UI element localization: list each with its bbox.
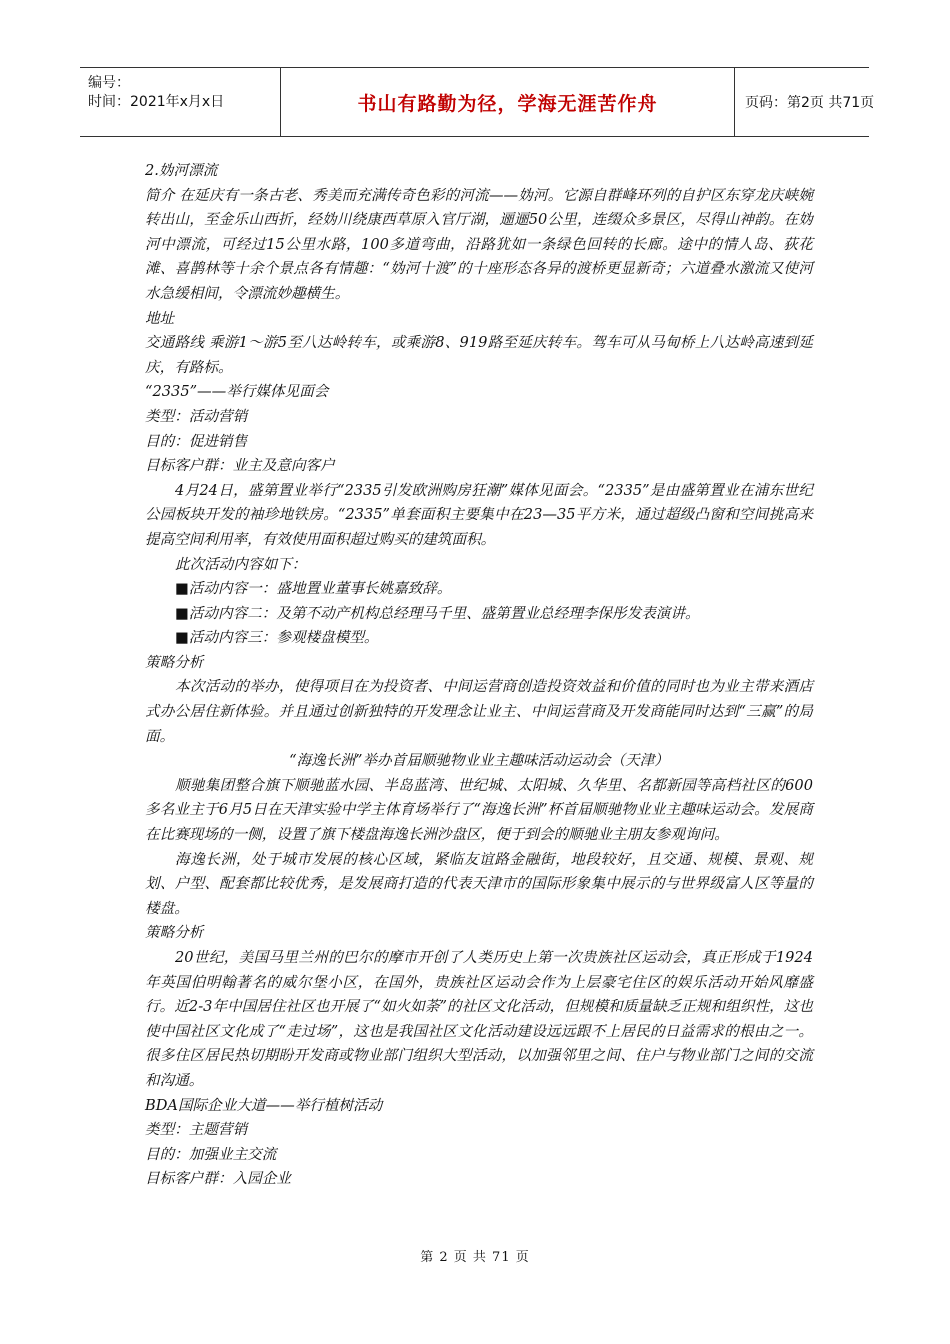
- paragraph: ■活动内容二：及第不动产机构总经理马千里、盛第置业总经理李保彤发表演讲。: [175, 604, 700, 622]
- paragraph: “海逸长洲”举办首届顺驰物业业主趣味活动运动会（天津）: [289, 752, 669, 770]
- paragraph: “2335”——举行媒体见面会: [145, 383, 329, 401]
- paragraph: 目标客户群：入园企业: [145, 1170, 291, 1188]
- paragraph: 目的：加强业主交流: [145, 1145, 277, 1163]
- page-footer: 第 2 页 共 71 页: [420, 1250, 530, 1265]
- page-header: [80, 67, 875, 137]
- doc-code-label: 编号：: [88, 75, 130, 91]
- paragraph: 交通路线 乘游1～游5至八达岭转车，或乘游8、919路至延庆转车。驾车可从马甸桥上八达岭高速到延庆，有路标。: [145, 334, 813, 376]
- paragraph: 目标客户群：业主及意向客户: [145, 457, 335, 475]
- paragraph: ■活动内容三：参观楼盘模型。: [175, 629, 379, 647]
- paragraph: 策略分析: [145, 653, 204, 671]
- paragraph: 目的：促进销售: [145, 432, 248, 450]
- paragraph: 本次活动的举办，使得项目在为投资者、中间运营商创造投资效益和价值的同时也为业主带来酒店式办公居住新体验。并且通过创新独特的开发理念让业主、中间运营商及开发商能同时达到“三赢”的局面。: [145, 678, 813, 745]
- paragraph: 4月24日，盛第置业举行“2335引发欧洲购房狂潮”媒体见面会。“2335”是由盛第置业在浦东世纪公园板块开发的袖珍地铁房。“2335”单套面积主要集中在23—35平方米，通过超级凸窗和空间挑高来提高空间利用率，有效使用面积超过购买的建筑面积。: [145, 481, 813, 548]
- paragraph: 简介 在延庆有一条古老、秀美而充满传奇色彩的河流——妫河。它源自群峰环列的自护区东穿龙庆峡婉转出山，至金乐山西折，经妫川绕康西草原入官厅湖，逦逦50公里，连缀众多景区，尽得山神韵。在妫河中漂流，可经过15公里水路，100多道弯曲，沿路犹如一条绿色回转的长廊。途中的情人岛、荻花滩、喜鹊林等十余个景点各有情趣：“妫河十渡”的十座形态各异的渡桥更显新奇；六道叠水激流又使河水急缓相间，令漂流妙趣横生。: [145, 186, 813, 302]
- paragraph: 策略分析: [145, 924, 204, 942]
- paragraph: BDA国际企业大道——举行植树活动: [145, 1096, 383, 1114]
- paragraph: 此次活动内容如下：: [175, 555, 307, 573]
- paragraph: 地址: [145, 309, 175, 327]
- document-body: [145, 159, 813, 1192]
- doc-date: 时间：2021年x月x日: [88, 94, 225, 110]
- paragraph: 20世纪，美国马里兰州的巴尔的摩市开创了人类历史上第一次贵族社区运动会，真正形成于1924年英国伯明翰著名的威尔堡小区，在国外，贵族社区运动会作为上层豪宅住区的娱乐活动开始风靡盛行。近2-3年中国居住社区也开展了“如火如荼”的社区文化活动，但规模和质量缺乏正规和组织性，这也使中国社区文化成了“走过场”，这也是我国社区文化活动建设远远跟不上居民的日益需求的根由之一。很多住区居民热切期盼开发商或物业部门组织大型活动，以加强邻里之间、住户与物业部门之间的交流和沟通。: [145, 949, 813, 1089]
- paragraph: 类型：活动营销: [145, 407, 248, 425]
- paragraph: 海逸长洲，处于城市发展的核心区域，紧临友谊路金融街，地段较好，且交通、规模、景观、规划、户型、配套都比较优秀，是发展商打造的代表天津市的国际形象集中展示的与世界级富人区等量的楼盘。: [145, 850, 813, 917]
- header-page-info: 页码：第2页 共71页: [745, 95, 875, 111]
- paragraph: 类型：主题营销: [145, 1121, 248, 1139]
- paragraph: 2.妫河漂流: [145, 162, 218, 179]
- paragraph: ■活动内容一：盛地置业董事长姚嘉致辞。: [175, 580, 452, 598]
- header-motto: 书山有路勤为径，学海无涯苦作舟: [280, 68, 735, 136]
- paragraph: 顺驰集团整合旗下顺驰蓝水园、半岛蓝湾、世纪城、太阳城、久华里、名都新园等高档社区的600多名业主于6月5日在天津实验中学主体育场举行了“海逸长洲”杯首届顺驰物业业主趣味运动会。发展商在比赛现场的一侧，设置了旗下楼盘海逸长洲沙盘区，便于到会的顺驰业主朋友参观询问。: [145, 776, 813, 844]
- header-meta: [80, 68, 280, 136]
